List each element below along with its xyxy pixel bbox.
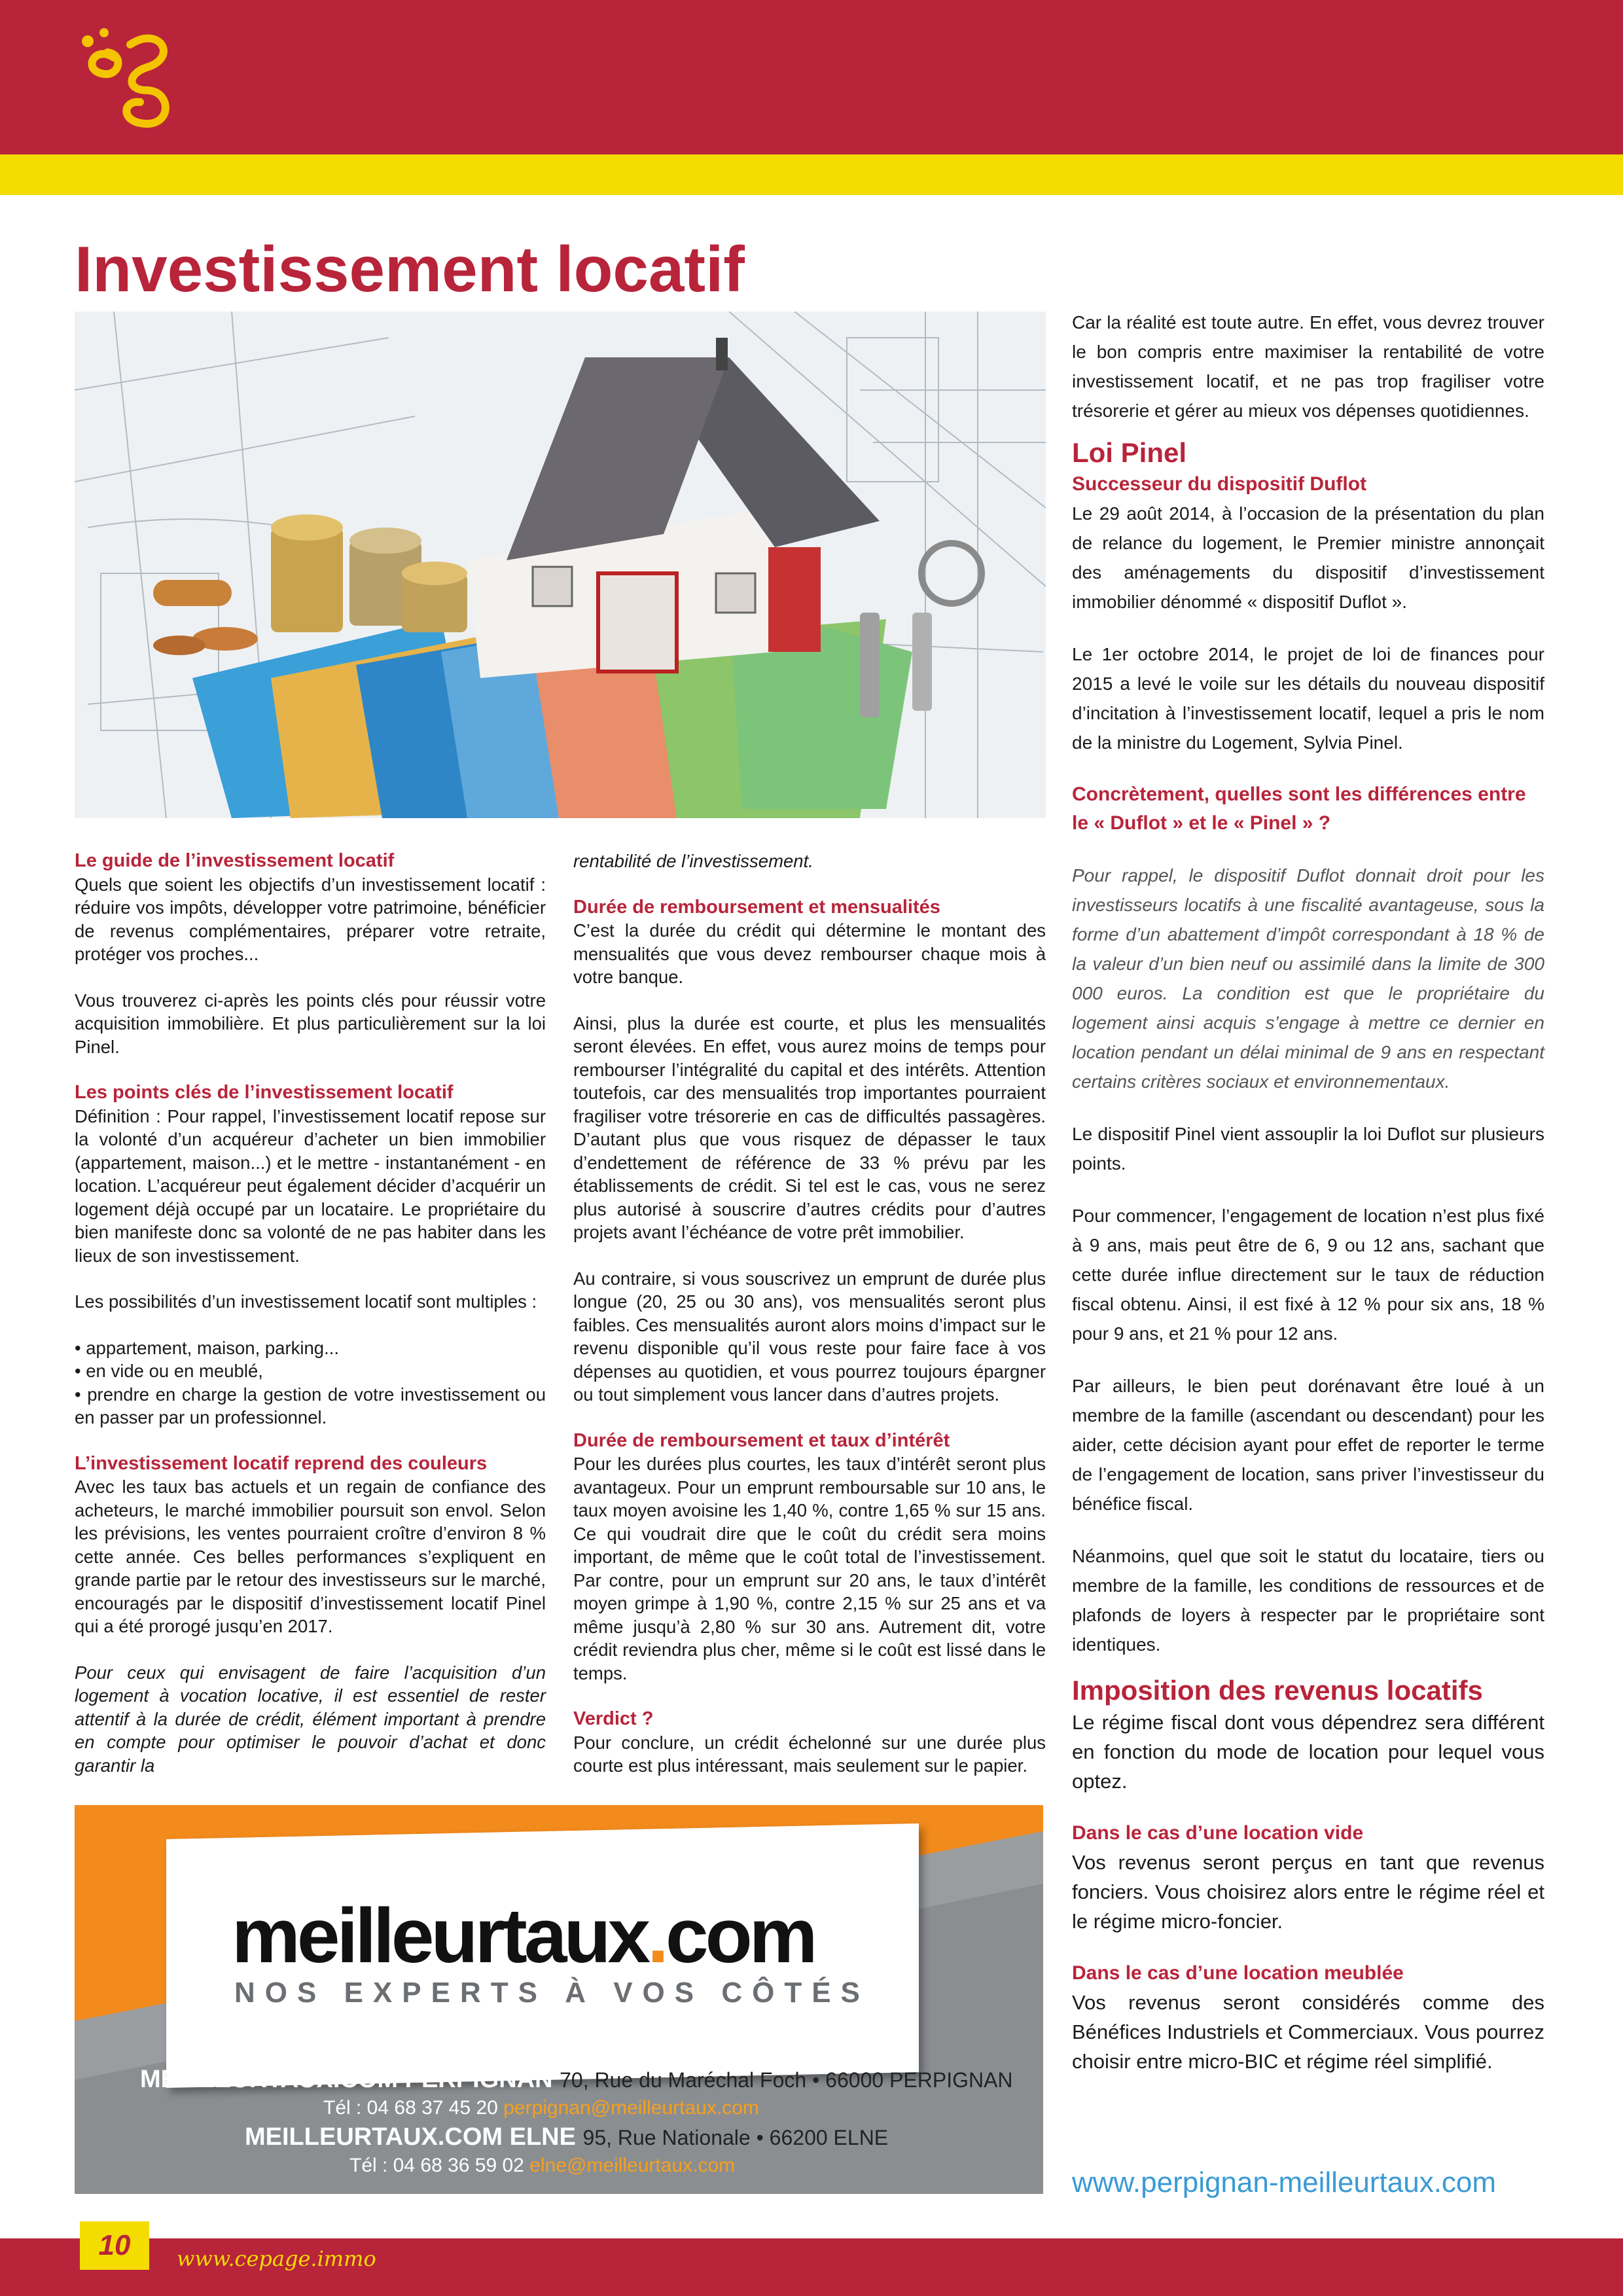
section-subheading: Successeur du dispositif Duflot xyxy=(1072,473,1367,495)
header-stripe xyxy=(0,154,1623,195)
paragraph: Pour commencer, l’engagement de location n’est plus fixé à 9 ans, mais peut être de 6, 9 ou 12 ans, sachant que cette durée influe directement sur le taux de réduction fiscal obtenu. Ainsi, il est fixé à 12 % pour six ans, 18 % pour 9 ans, et 21 % pour 12 ans. xyxy=(1072,1206,1544,1344)
footer-website[interactable]: www.cepage.immo xyxy=(177,2246,376,2271)
paragraph: Quels que soient les objectifs d’un investissement locatif : réduire vos impôts, développer votre patrimoine, bénéficier de revenus complémentaires, préparer votre retraite, protéger vos proches... xyxy=(75,874,546,964)
section-subheading: Dans le cas d’une location vide xyxy=(1072,1822,1364,1844)
paragraph: Néanmoins, quel que soit le statut du locataire, tiers ou membre de la famille, les conditions de ressources et de plafonds de loyers à respecter par le propriétaire sont identiques. xyxy=(1072,1546,1544,1655)
meilleurtaux-ad xyxy=(75,1805,1043,2194)
paragraph: Pour rappel, le dispositif Duflot donnait droit pour les investisseurs locatifs à une fiscalité avantageuse, sous la forme d’un abattement d’impôt correspondant à 18 % de la valeur d’un bien neuf ou assimilé dans la limite de 300 000 euros. La condition est que le propriétaire du logement ainsi acquis s’engage à mettre ce dernier en location pendant un délai minimal de 9 ans en respectant certains critères sociaux et environnementaux. xyxy=(1072,865,1544,1092)
section-heading: Les points clés de l’investissement locatif xyxy=(75,1082,454,1103)
ad-tagline: NOS EXPERTS À VOS CÔTÉS xyxy=(234,1977,870,2009)
website-link[interactable]: www.perpignan-meilleurtaux.com xyxy=(1072,2166,1497,2198)
paragraph: Vos revenus seront perçus en tant que revenus fonciers. Vous choisirez alors entre le régime réel et le régime micro-foncier. xyxy=(1072,1851,1544,1933)
section-heading: Le guide de l’investissement locatif xyxy=(75,850,395,871)
paragraph: C’est la durée du crédit qui détermine le montant des mensualités que vous devez rembourser chaque mois à votre banque. xyxy=(573,920,1046,987)
agency-elne: MEILLEURTAUX.COM ELNE 95, Rue Nationale • 66200 ELNE xyxy=(245,2123,889,2151)
paragraph: Pour les durées plus courtes, les taux d’intérêt seront plus avantageux. Pour un emprunt remboursable sur 10 ans, le taux moyen avoisine les 1,40 %, contre 1,65 % sur 15 ans. Ce qui voudrait dire que le coût du crédit sera moins important, de même que le coût total de l’investissement. Par contre, pour un emprunt sur 20 ans, le taux d’intérêt moyen grimpe à 1,90 %, contre 2,15 % sur 25 ans et va même jusqu’à 2,80 % sur 30 ans. Autrement dit, votre crédit reviendra plus cher, même si le coût est lissé dans le temps. xyxy=(573,1454,1046,1683)
page-number: 10 xyxy=(80,2221,149,2270)
section-heading: Imposition des revenus locatifs xyxy=(1072,1675,1483,1706)
section-subheading: Dans le cas d’une location meublée xyxy=(1072,1962,1404,1984)
column-right xyxy=(1072,308,1544,2076)
agency-perpignan: MEILLEURTAUX.COM PERPIGNAN 70, Rue du Maréchal Foch • 66000 PERPIGNAN xyxy=(140,2066,1013,2093)
section-subheading: Concrètement, quelles sont les différences entre le « Duflot » et le « Pinel » ? xyxy=(1072,783,1526,834)
paragraph: Ainsi, plus la durée est courte, et plus les mensualités seront élevées. En effet, vous aurez moins de temps pour rembourser l’intégralité du capital et des intérêts. Attention toutefois, car des mensualités trop importantes pourraient fragiliser votre trésorerie en cas de difficultés passagères. D’autant plus que vous risquez de dépasser le taux d’endettement de référence de 33 % prévu par les établissements de crédit. Si tel est le cas, vous ne serez plus autorisé à souscrire d’autres crédits pour d’autres projets avant l’échéance de votre prêt immobilier. xyxy=(573,1013,1046,1242)
paragraph: Vous trouverez ci-après les points clés pour réussir votre acquisition immobilière. Et plus particulièrement sur la loi Pinel. xyxy=(75,990,546,1057)
ad-logo: meilleurtaux.com xyxy=(232,1893,815,1979)
section-heading: L’investissement locatif reprend des couleurs xyxy=(75,1452,488,1474)
page-title: Investissement locatif xyxy=(75,233,745,305)
section-heading: Loi Pinel xyxy=(1072,437,1187,468)
agency-perpignan-contact: Tél : 04 68 37 45 20 perpignan@meilleurtaux.com xyxy=(323,2097,759,2119)
paragraph: Car la réalité est toute autre. En effet, vous devrez trouver le bon compris entre maximiser la rentabilité de votre investissement locatif, et ne pas trop fragiliser votre trésorerie et gérer au mieux vos dépenses quotidiennes. xyxy=(1072,312,1544,421)
paragraph: Le dispositif Pinel vient assouplir la loi Duflot sur plusieurs points. xyxy=(1072,1124,1544,1174)
paragraph: Par ailleurs, le bien peut dorénavant être loué à un membre de la famille (ascendant ou descendant) pour les aider, cette décision ayant pour effet de reporter le terme de l’engagement de location, sans priver l’investisseur du bénéfice fiscal. xyxy=(1072,1376,1544,1514)
section-heading: Durée de remboursement et mensualités xyxy=(573,896,940,918)
paragraph: Le 29 août 2014, à l’occasion de la présentation du plan de relance du logement, le Premier ministre annonçait des aménagements du dispositif d’investissement immobilier dénommé « dispositif Duflot ». xyxy=(1072,503,1544,612)
paragraph: Définition : Pour rappel, l’investissement locatif repose sur la volonté d’un acquéreur d’acheter un bien immobilier (appartement, maison...) et le mettre - instantanément - en location. L’acquéreur peut également décider d’acquérir un logement déjà occupé par un locataire. Le propriétaire du bien manifeste donc sa volonté de ne pas habiter dans les lieux de son investissement. xyxy=(75,1105,546,1266)
house-money-photo xyxy=(75,312,1046,818)
cepage-logo-icon xyxy=(68,18,186,136)
list-item: • prendre en charge la gestion de votre investissement ou en passer par un professionnel. xyxy=(75,1384,546,1427)
list-item: • appartement, maison, parking... xyxy=(75,1337,340,1358)
header-band xyxy=(0,0,1623,154)
list-item: • en vide ou en meublé, xyxy=(75,1361,263,1381)
agency-elne-contact: Tél : 04 68 36 59 02 elne@meilleurtaux.com xyxy=(349,2155,736,2176)
section-heading: Durée de remboursement et taux d’intérêt xyxy=(573,1429,950,1451)
paragraph: Le 1er octobre 2014, le projet de loi de finances pour 2015 a levé le voile sur les détails du nouveau dispositif d’incitation à l’investissement locatif, lequel a pris le nom de la ministre du Logement, Sylvia Pinel. xyxy=(1072,644,1544,753)
paragraph: Vos revenus seront considérés comme des Bénéfices Industriels et Commerciaux. Vous pourrez choisir entre micro-BIC et régime réel simplifié. xyxy=(1072,1991,1544,2073)
paragraph: Pour ceux qui envisagent de faire l’acquisition d’un logement à vocation locative, il est essentiel de rester attentif à la durée de crédit, élément important à prendre en compte pour optimiser le pouvoir d’achat et donc garantir la xyxy=(75,1662,546,1776)
paragraph: Le régime fiscal dont vous dépendrez sera différent en fonction du mode de location pour lequel vous optez. xyxy=(1072,1711,1544,1793)
section-heading: Verdict ? xyxy=(573,1708,654,1729)
paragraph: Les possibilités d’un investissement locatif sont multiples : xyxy=(75,1291,537,1312)
paragraph: Pour conclure, un crédit échelonné sur une durée plus courte est plus intéressant, mais seulement sur le papier. xyxy=(573,1732,1046,1776)
column-middle xyxy=(573,850,1046,1778)
column-left xyxy=(75,850,546,1777)
paragraph: rentabilité de l’investissement. xyxy=(573,851,813,871)
paragraph: Au contraire, si vous souscrivez un emprunt de durée plus longue (20, 25 ou 30 ans), vos mensualités seront plus faibles. Ces mensualités auront alors moins d’impact sur le revenu disponible qu’il vous reste pour faire face à vos dépenses au quotidien, et vous pourrez toujours épargner ou tout simplement vous lancer dans d’autres projets. xyxy=(573,1268,1046,1405)
paragraph: Avec les taux bas actuels et un regain de confiance des acheteurs, le marché immobilier poursuit son envol. Selon les prévisions, les ventes pourraient croître d’environ 8 % cette année. Ces belles performances s’expliquent en grande partie par le retour des investisseurs sur le marché, encouragés par le dispositif d’investissement locatif Pinel qui a été prorogé jusqu’en 2017. xyxy=(75,1477,546,1636)
